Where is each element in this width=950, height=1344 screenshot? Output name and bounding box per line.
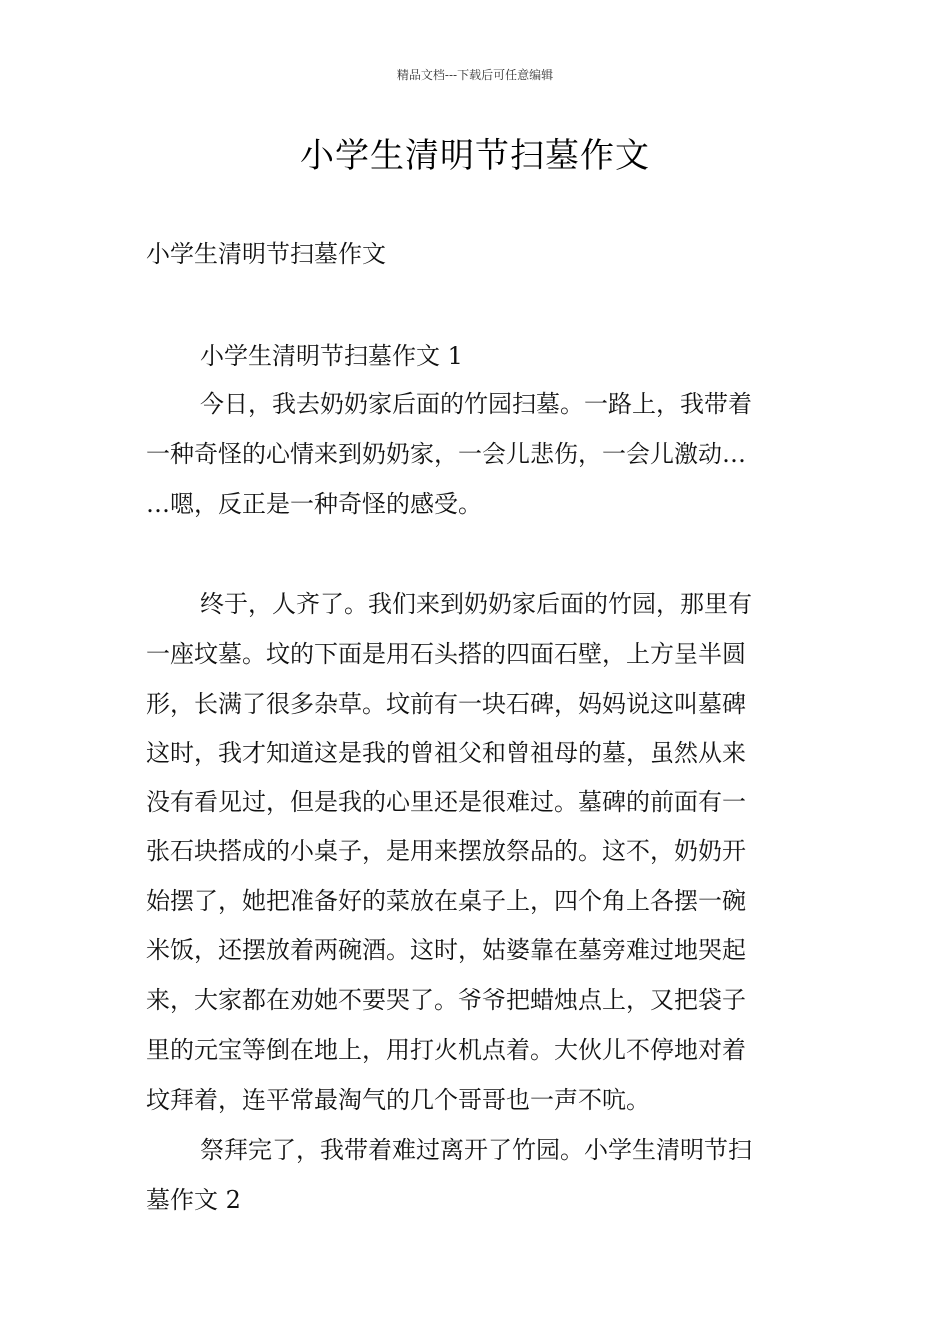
- paragraph-line: 今日，我去奶奶家后面的竹园扫墓。一路上，我带着: [200, 390, 752, 418]
- paragraph-line: 墓作文 2: [146, 1186, 241, 1214]
- section-heading-1: 小学生清明节扫墓作文 1: [200, 342, 463, 370]
- paragraph-line: 一座坟墓。坟的下面是用石头搭的四面石壁，上方呈半圆: [146, 640, 746, 668]
- paragraph-line: 始摆了，她把准备好的菜放在桌子上，四个角上各摆一碗: [146, 887, 746, 915]
- paragraph-line: 祭拜完了，我带着难过离开了竹园。小学生清明节扫: [200, 1136, 752, 1164]
- paragraph-line: 没有看见过，但是我的心里还是很难过。墓碑的前面有一: [146, 788, 746, 816]
- paragraph-line: 终于，人齐了。我们来到奶奶家后面的竹园，那里有: [200, 590, 752, 618]
- paragraph-line: 里的元宝等倒在地上，用打火机点着。大伙儿不停地对着: [146, 1036, 746, 1064]
- paragraph-line: 坟拜着，连平常最淘气的几个哥哥也一声不吭。: [146, 1086, 650, 1114]
- paragraph-line: 形，长满了很多杂草。坟前有一块石碑，妈妈说这叫墓碑: [146, 690, 746, 718]
- paragraph-line: 米饭，还摆放着两碗酒。这时，姑婆靠在墓旁难过地哭起: [146, 936, 746, 964]
- document-title: 小学生清明节扫墓作文: [300, 136, 650, 176]
- paragraph-line: …嗯，反正是一种奇怪的感受。: [146, 490, 482, 518]
- paragraph-line: 一种奇怪的心情来到奶奶家，一会儿悲伤，一会儿激动…: [146, 440, 746, 468]
- paragraph-line: 这时，我才知道这是我的曾祖父和曾祖母的墓，虽然从来: [146, 739, 746, 767]
- subtitle-line: 小学生清明节扫墓作文: [146, 240, 386, 268]
- paragraph-line: 来，大家都在劝她不要哭了。爷爷把蜡烛点上，又把袋子: [146, 986, 746, 1014]
- paragraph-line: 张石块搭成的小桌子，是用来摆放祭品的。这不，奶奶开: [146, 837, 746, 865]
- header-note: 精品文档---下载后可任意编辑: [396, 68, 554, 82]
